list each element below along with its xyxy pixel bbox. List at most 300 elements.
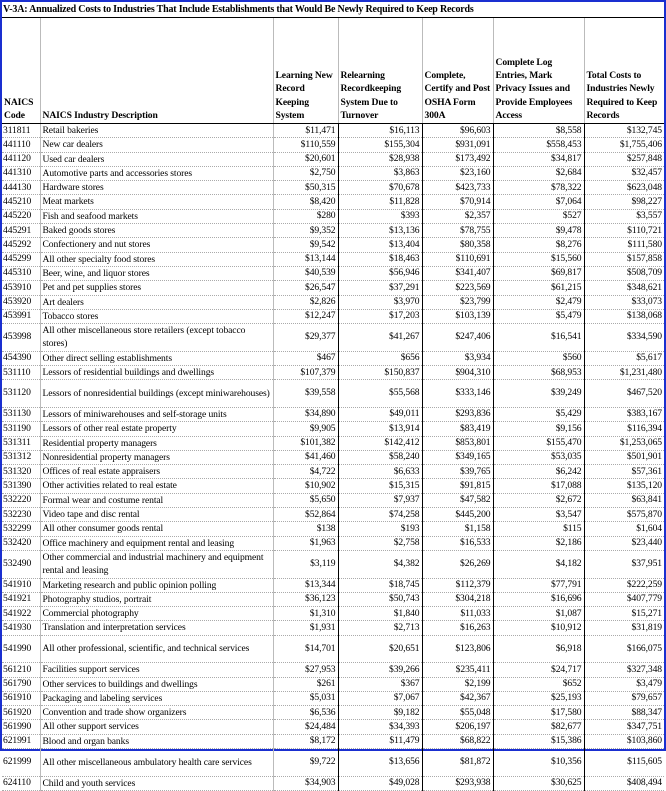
relearning-cost: $7,067	[338, 691, 422, 705]
table-row	[2, 309, 664, 323]
industry-description: Blood and organ banks	[40, 734, 273, 748]
log-entries-cost: $8,558	[493, 124, 584, 138]
form-300a-cost: $42,367	[422, 691, 493, 705]
table-row	[2, 536, 664, 550]
log-entries-cost: $17,580	[493, 706, 584, 720]
learning-cost: $467	[273, 351, 338, 365]
relearning-cost: $11,828	[338, 195, 422, 209]
total-cost: $575,870	[584, 508, 664, 522]
table-row	[2, 635, 664, 663]
form-300a-cost: $55,048	[422, 706, 493, 720]
relearning-cost: $393	[338, 209, 422, 223]
naics-code: 541910	[2, 578, 40, 592]
learning-cost: $2,750	[273, 166, 338, 180]
table-row	[2, 720, 664, 734]
total-cost: $116,394	[584, 422, 664, 436]
log-entries-cost: $3,547	[493, 508, 584, 522]
table-row	[2, 578, 664, 592]
form-300a-cost: $2,199	[422, 677, 493, 691]
relearning-cost: $56,946	[338, 266, 422, 280]
naics-code: 541922	[2, 607, 40, 621]
learning-cost: $40,539	[273, 266, 338, 280]
table-row	[2, 592, 664, 606]
form-300a-cost: $80,358	[422, 238, 493, 252]
relearning-cost: $18,463	[338, 252, 422, 266]
industry-description: All other support services	[40, 720, 273, 734]
learning-cost: $1,963	[273, 536, 338, 550]
form-300a-cost: $904,310	[422, 366, 493, 380]
relearning-cost: $13,656	[338, 749, 422, 777]
total-cost: $3,557	[584, 209, 664, 223]
table-row	[2, 465, 664, 479]
industry-description: Packaging and labeling services	[40, 691, 273, 705]
form-300a-cost: $931,091	[422, 138, 493, 152]
form-300a-cost: $333,146	[422, 380, 493, 408]
form-300a-cost: $235,411	[422, 663, 493, 677]
total-cost: $467,520	[584, 380, 664, 408]
total-cost: $98,227	[584, 195, 664, 209]
total-cost: $334,590	[584, 324, 664, 352]
relearning-cost: $3,970	[338, 295, 422, 309]
log-entries-cost: $155,470	[493, 436, 584, 450]
naics-code: 541930	[2, 621, 40, 635]
log-entries-cost: $82,677	[493, 720, 584, 734]
form-300a-cost: $304,218	[422, 592, 493, 606]
table-row	[2, 281, 664, 295]
total-cost: $222,259	[584, 578, 664, 592]
learning-cost: $11,471	[273, 124, 338, 138]
form-300a-cost: $91,815	[422, 479, 493, 493]
log-entries-cost: $5,429	[493, 407, 584, 421]
naics-code: 541990	[2, 635, 40, 663]
relearning-cost: $37,291	[338, 281, 422, 295]
total-cost: $623,048	[584, 181, 664, 195]
learning-cost: $41,460	[273, 450, 338, 464]
form-300a-cost: $349,165	[422, 450, 493, 464]
industry-description: Other commercial and industrial machinery and equipment rental and leasing	[40, 550, 273, 578]
relearning-cost: $16,113	[338, 124, 422, 138]
industry-description: Other services to buildings and dwellings	[40, 677, 273, 691]
naics-code: 444130	[2, 181, 40, 195]
table-row	[2, 621, 664, 635]
learning-cost: $138	[273, 522, 338, 536]
total-cost: $348,621	[584, 281, 664, 295]
relearning-cost: $13,404	[338, 238, 422, 252]
form-300a-cost: $1,158	[422, 522, 493, 536]
total-cost: $88,347	[584, 706, 664, 720]
naics-code: 561790	[2, 677, 40, 691]
naics-code: 541921	[2, 592, 40, 606]
header-log-entries: Complete Log Entries, Mark Privacy Issues and Provide Employees Access	[493, 18, 584, 124]
learning-cost: $24,484	[273, 720, 338, 734]
total-cost: $79,657	[584, 691, 664, 705]
naics-code: 311811	[2, 124, 40, 138]
relearning-cost: $2,758	[338, 536, 422, 550]
relearning-cost: $50,743	[338, 592, 422, 606]
naics-code: 531311	[2, 436, 40, 450]
cost-table	[2, 18, 664, 791]
log-entries-cost: $560	[493, 351, 584, 365]
industry-description: Baked goods stores	[40, 224, 273, 238]
form-300a-cost: $70,914	[422, 195, 493, 209]
form-300a-cost: $23,160	[422, 166, 493, 180]
log-entries-cost: $527	[493, 209, 584, 223]
total-cost: $15,271	[584, 607, 664, 621]
log-entries-cost: $16,696	[493, 592, 584, 606]
relearning-cost: $150,837	[338, 366, 422, 380]
header-description: NAICS Industry Description	[40, 18, 273, 124]
table-row	[2, 224, 664, 238]
log-entries-cost: $17,088	[493, 479, 584, 493]
naics-code: 624110	[2, 776, 40, 790]
table-row	[2, 706, 664, 720]
log-entries-cost: $30,625	[493, 776, 584, 790]
log-entries-cost: $558,453	[493, 138, 584, 152]
form-300a-cost: $96,603	[422, 124, 493, 138]
total-cost: $135,120	[584, 479, 664, 493]
table-row	[2, 295, 664, 309]
form-300a-cost: $11,033	[422, 607, 493, 621]
header-row	[2, 18, 664, 124]
table-row	[2, 422, 664, 436]
industry-description: Nonresidential property managers	[40, 450, 273, 464]
total-cost: $407,779	[584, 592, 664, 606]
learning-cost: $1,310	[273, 607, 338, 621]
industry-description: Retail bakeries	[40, 124, 273, 138]
relearning-cost: $367	[338, 677, 422, 691]
table-body	[2, 124, 664, 791]
log-entries-cost: $8,276	[493, 238, 584, 252]
industry-description: Residential property managers	[40, 436, 273, 450]
relearning-cost: $41,267	[338, 324, 422, 352]
learning-cost: $10,902	[273, 479, 338, 493]
log-entries-cost: $6,918	[493, 635, 584, 663]
relearning-cost: $15,315	[338, 479, 422, 493]
table-row	[2, 366, 664, 380]
total-cost: $110,721	[584, 224, 664, 238]
relearning-cost: $34,393	[338, 720, 422, 734]
relearning-cost: $11,479	[338, 734, 422, 748]
industry-description: Pet and pet supplies stores	[40, 281, 273, 295]
industry-description: Translation and interpretation services	[40, 621, 273, 635]
header-relearning: Relearning Recordkeeping System Due to Turnover	[338, 18, 422, 124]
log-entries-cost: $68,953	[493, 366, 584, 380]
industry-description: Fish and seafood markets	[40, 209, 273, 223]
form-300a-cost: $853,801	[422, 436, 493, 450]
form-300a-cost: $3,934	[422, 351, 493, 365]
naics-code: 453910	[2, 281, 40, 295]
industry-description: Marketing research and public opinion polling	[40, 578, 273, 592]
log-entries-cost: $15,386	[493, 734, 584, 748]
naics-code: 561910	[2, 691, 40, 705]
relearning-cost: $13,914	[338, 422, 422, 436]
table-row	[2, 749, 664, 777]
log-entries-cost: $53,035	[493, 450, 584, 464]
naics-code: 531320	[2, 465, 40, 479]
relearning-cost: $7,937	[338, 493, 422, 507]
total-cost: $23,440	[584, 536, 664, 550]
relearning-cost: $74,258	[338, 508, 422, 522]
log-entries-cost: $34,817	[493, 152, 584, 166]
naics-code: 531190	[2, 422, 40, 436]
total-cost: $3,479	[584, 677, 664, 691]
log-entries-cost: $2,672	[493, 493, 584, 507]
learning-cost: $9,722	[273, 749, 338, 777]
total-cost: $1,604	[584, 522, 664, 536]
total-cost: $1,253,065	[584, 436, 664, 450]
table-row	[2, 677, 664, 691]
form-300a-cost: $247,406	[422, 324, 493, 352]
table-row	[2, 238, 664, 252]
table-row	[2, 407, 664, 421]
industry-description: Facilities support services	[40, 663, 273, 677]
industry-description: Formal wear and costume rental	[40, 493, 273, 507]
table-row	[2, 436, 664, 450]
industry-description: Photography studios, portrait	[40, 592, 273, 606]
naics-code: 445220	[2, 209, 40, 223]
log-entries-cost: $15,560	[493, 252, 584, 266]
learning-cost: $50,315	[273, 181, 338, 195]
log-entries-cost: $2,186	[493, 536, 584, 550]
log-entries-cost: $1,087	[493, 607, 584, 621]
total-cost: $132,745	[584, 124, 664, 138]
log-entries-cost: $5,479	[493, 309, 584, 323]
learning-cost: $3,119	[273, 550, 338, 578]
table-title: V-3A: Annualized Costs to Industries That Include Establishments that Would Be Newly Required to Keep Records	[2, 2, 664, 18]
total-cost: $383,167	[584, 407, 664, 421]
naics-code: 454390	[2, 351, 40, 365]
industry-description: Lessors of other real estate property	[40, 422, 273, 436]
learning-cost: $52,864	[273, 508, 338, 522]
industry-description: Video tape and disc rental	[40, 508, 273, 522]
relearning-cost: $1,840	[338, 607, 422, 621]
log-entries-cost: $69,817	[493, 266, 584, 280]
log-entries-cost: $115	[493, 522, 584, 536]
relearning-cost: $193	[338, 522, 422, 536]
header-total: Total Costs to Industries Newly Required to Keep Records	[584, 18, 664, 124]
relearning-cost: $28,938	[338, 152, 422, 166]
industry-description: Hardware stores	[40, 181, 273, 195]
form-300a-cost: $293,938	[422, 776, 493, 790]
table-row	[2, 776, 664, 790]
industry-description: Beer, wine, and liquor stores	[40, 266, 273, 280]
total-cost: $138,068	[584, 309, 664, 323]
table-row	[2, 479, 664, 493]
log-entries-cost: $16,541	[493, 324, 584, 352]
relearning-cost: $70,678	[338, 181, 422, 195]
naics-code: 445291	[2, 224, 40, 238]
learning-cost: $9,905	[273, 422, 338, 436]
learning-cost: $13,344	[273, 578, 338, 592]
log-entries-cost: $61,215	[493, 281, 584, 295]
naics-code: 532420	[2, 536, 40, 550]
log-entries-cost: $24,717	[493, 663, 584, 677]
learning-cost: $8,172	[273, 734, 338, 748]
naics-code: 445292	[2, 238, 40, 252]
industry-description: Office machinery and equipment rental and leasing	[40, 536, 273, 550]
naics-code: 531120	[2, 380, 40, 408]
naics-code: 561920	[2, 706, 40, 720]
form-300a-cost: $110,691	[422, 252, 493, 266]
learning-cost: $26,547	[273, 281, 338, 295]
form-300a-cost: $445,200	[422, 508, 493, 522]
form-300a-cost: $223,569	[422, 281, 493, 295]
log-entries-cost: $9,478	[493, 224, 584, 238]
industry-description: Art dealers	[40, 295, 273, 309]
table-row	[2, 181, 664, 195]
table-row	[2, 351, 664, 365]
form-300a-cost: $81,872	[422, 749, 493, 777]
table-row	[2, 152, 664, 166]
industry-description: Other direct selling establishments	[40, 351, 273, 365]
total-cost: $257,848	[584, 152, 664, 166]
table-row	[2, 663, 664, 677]
learning-cost: $280	[273, 209, 338, 223]
table-row	[2, 550, 664, 578]
relearning-cost: $6,633	[338, 465, 422, 479]
log-entries-cost: $2,684	[493, 166, 584, 180]
naics-code: 441310	[2, 166, 40, 180]
log-entries-cost: $77,791	[493, 578, 584, 592]
total-cost: $501,901	[584, 450, 664, 464]
form-300a-cost: $16,263	[422, 621, 493, 635]
total-cost: $347,751	[584, 720, 664, 734]
learning-cost: $4,722	[273, 465, 338, 479]
learning-cost: $8,420	[273, 195, 338, 209]
industry-description: Lessors of residential buildings and dwellings	[40, 366, 273, 380]
naics-code: 532220	[2, 493, 40, 507]
log-entries-cost: $2,479	[493, 295, 584, 309]
relearning-cost: $13,136	[338, 224, 422, 238]
form-300a-cost: $123,806	[422, 635, 493, 663]
learning-cost: $27,953	[273, 663, 338, 677]
header-naics-code: NAICS Code	[2, 18, 40, 124]
table-row	[2, 450, 664, 464]
log-entries-cost: $4,182	[493, 550, 584, 578]
industry-description: All other specialty food stores	[40, 252, 273, 266]
industry-description: Convention and trade show organizers	[40, 706, 273, 720]
total-cost: $103,860	[584, 734, 664, 748]
form-300a-cost: $16,533	[422, 536, 493, 550]
relearning-cost: $49,011	[338, 407, 422, 421]
log-entries-cost: $10,356	[493, 749, 584, 777]
relearning-cost: $49,028	[338, 776, 422, 790]
learning-cost: $34,890	[273, 407, 338, 421]
relearning-cost: $9,182	[338, 706, 422, 720]
table-row	[2, 607, 664, 621]
industry-description: All other professional, scientific, and technical services	[40, 635, 273, 663]
industry-description: New car dealers	[40, 138, 273, 152]
learning-cost: $9,542	[273, 238, 338, 252]
total-cost: $115,605	[584, 749, 664, 777]
industry-description: Used car dealers	[40, 152, 273, 166]
table-row	[2, 508, 664, 522]
learning-cost: $12,247	[273, 309, 338, 323]
learning-cost: $13,144	[273, 252, 338, 266]
learning-cost: $1,931	[273, 621, 338, 635]
learning-cost: $34,903	[273, 776, 338, 790]
relearning-cost: $155,304	[338, 138, 422, 152]
naics-code: 453998	[2, 324, 40, 352]
log-entries-cost: $9,156	[493, 422, 584, 436]
form-300a-cost: $341,407	[422, 266, 493, 280]
relearning-cost: $656	[338, 351, 422, 365]
industry-description: Commercial photography	[40, 607, 273, 621]
industry-description: Tobacco stores	[40, 309, 273, 323]
relearning-cost: $55,568	[338, 380, 422, 408]
industry-description: All other miscellaneous store retailers (except tobacco stores)	[40, 324, 273, 352]
header-learning: Learning New Record Keeping System	[273, 18, 338, 124]
log-entries-cost: $25,193	[493, 691, 584, 705]
relearning-cost: $20,651	[338, 635, 422, 663]
form-300a-cost: $206,197	[422, 720, 493, 734]
total-cost: $327,348	[584, 663, 664, 677]
table-row	[2, 124, 664, 138]
naics-code: 453991	[2, 309, 40, 323]
form-300a-cost: $112,379	[422, 578, 493, 592]
table-row	[2, 138, 664, 152]
naics-code: 621991	[2, 734, 40, 748]
total-cost: $1,755,406	[584, 138, 664, 152]
table-row	[2, 493, 664, 507]
form-300a-cost: $2,357	[422, 209, 493, 223]
learning-cost: $20,601	[273, 152, 338, 166]
table-row	[2, 691, 664, 705]
naics-code: 561210	[2, 663, 40, 677]
total-cost: $508,709	[584, 266, 664, 280]
form-300a-cost: $173,492	[422, 152, 493, 166]
learning-cost: $261	[273, 677, 338, 691]
relearning-cost: $39,266	[338, 663, 422, 677]
industry-description: Confectionery and nut stores	[40, 238, 273, 252]
form-300a-cost: $68,822	[422, 734, 493, 748]
log-entries-cost: $652	[493, 677, 584, 691]
total-cost: $57,361	[584, 465, 664, 479]
naics-code: 531110	[2, 366, 40, 380]
table-row	[2, 324, 664, 352]
industry-description: Child and youth services	[40, 776, 273, 790]
naics-code: 445210	[2, 195, 40, 209]
learning-cost: $110,559	[273, 138, 338, 152]
form-300a-cost: $103,139	[422, 309, 493, 323]
naics-code: 531390	[2, 479, 40, 493]
industry-description: Automotive parts and accessories stores	[40, 166, 273, 180]
learning-cost: $29,377	[273, 324, 338, 352]
naics-code: 445299	[2, 252, 40, 266]
industry-description: All other consumer goods rental	[40, 522, 273, 536]
naics-code: 531312	[2, 450, 40, 464]
industry-description: Lessors of miniwarehouses and self-storage units	[40, 407, 273, 421]
relearning-cost: $3,863	[338, 166, 422, 180]
naics-code: 532230	[2, 508, 40, 522]
naics-code: 441110	[2, 138, 40, 152]
relearning-cost: $4,382	[338, 550, 422, 578]
relearning-cost: $142,412	[338, 436, 422, 450]
table-row	[2, 734, 664, 748]
learning-cost: $5,031	[273, 691, 338, 705]
total-cost: $32,457	[584, 166, 664, 180]
log-entries-cost: $10,912	[493, 621, 584, 635]
total-cost: $111,580	[584, 238, 664, 252]
table-row	[2, 380, 664, 408]
relearning-cost: $58,240	[338, 450, 422, 464]
log-entries-cost: $6,242	[493, 465, 584, 479]
learning-cost: $107,379	[273, 366, 338, 380]
form-300a-cost: $293,836	[422, 407, 493, 421]
naics-code: 532490	[2, 550, 40, 578]
total-cost: $37,951	[584, 550, 664, 578]
naics-code: 531130	[2, 407, 40, 421]
